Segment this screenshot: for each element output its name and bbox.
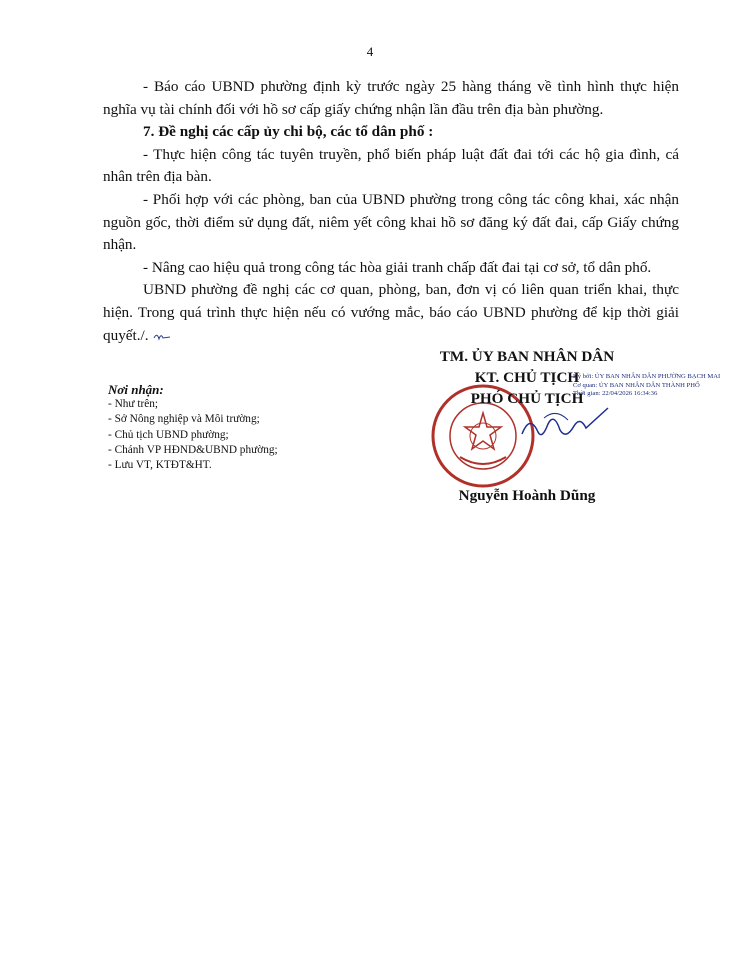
closing-text: UBND phường đề nghị các cơ quan, phòng, ban, đơn vị có liên quan triển khai, thực hiện. Trong quá trình thực hiện nếu có vướng mắc, báo cáo UBND phường để kịp thời giải quyết./. — [103, 281, 679, 344]
digital-sig-time: Thời gian: 22/04/2026 16:34:36 — [573, 390, 658, 398]
handwritten-signature-icon — [520, 404, 610, 444]
paragraph: - Báo cáo UBND phường định kỳ trước ngày 25 hàng tháng về tình hình thực hiện nghĩa vụ tài chính đối với hồ sơ cấp giấy chứng nhận lần đầu trên địa bàn phường. — [103, 78, 679, 118]
recipient-item: - Chủ tịch UBND phường; — [108, 428, 229, 441]
recipients-title: Nơi nhận: — [108, 382, 164, 397]
paragraph: - Nâng cao hiệu quả trong công tác hòa giải tranh chấp đất đai tại cơ sở, tổ dân phố. — [143, 258, 652, 276]
digital-sig-signer: Ký bởi: ỦY BAN NHÂN DÂN PHƯỜNG BẠCH MAI — [573, 373, 721, 380]
recipient-item: - Chánh VP HĐND&UBND phường; — [108, 443, 278, 456]
signature-title-2: KT. CHỦ TỊCH — [474, 369, 580, 386]
recipients-list — [108, 382, 278, 473]
closing-paragraph — [103, 279, 679, 347]
signature-title-3: PHÓ CHỦ TỊCH — [470, 390, 584, 407]
recipient-item: - Sở Nông nghiệp và Môi trường; — [108, 413, 260, 426]
page-number: 4 — [366, 44, 374, 59]
signer-name: Nguyễn Hoành Dũng — [458, 487, 596, 504]
digital-sig-org: Cơ quan: ỦY BAN NHÂN DÂN THÀNH PHỐ — [573, 381, 700, 389]
recipient-item: - Lưu VT, KTĐT&HT. — [108, 459, 212, 472]
section-heading: 7. Đề nghị các cấp ủy chi bộ, các tổ dân phố : — [143, 123, 434, 141]
recipient-item: - Như trên; — [108, 398, 159, 411]
paragraph: - Phối hợp với các phòng, ban của UBND phường trong công tác công khai, xác nhận nguồn gốc, thời điểm sử dụng đất, niêm yết công khai hồ sơ đăng ký đất đai, cấp Giấy chứng nhận. — [103, 190, 679, 254]
paragraph: - Thực hiện công tác tuyên truyền, phổ biến pháp luật đất đai tới các hộ gia đình, cá nhân trên địa bàn. — [103, 145, 679, 186]
document-body — [103, 76, 679, 347]
signature-block — [396, 346, 658, 409]
signature-title-1: TM. ỦY BAN NHÂN DÂN — [439, 348, 615, 365]
initial-mark-icon — [153, 331, 171, 341]
